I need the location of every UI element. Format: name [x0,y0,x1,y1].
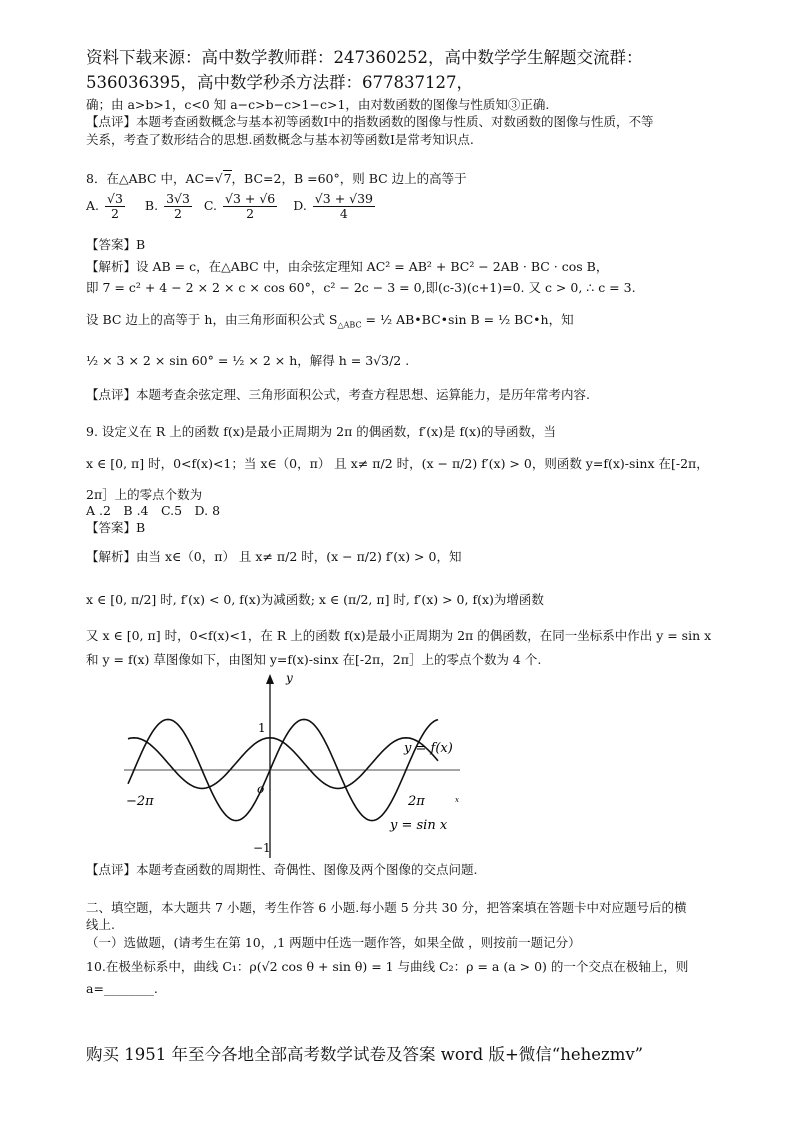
q9-solution-line1: 【解析】由当 x∈（0，π） 且 x≠ π/2 时，(x − π/2) f′(x) > 0，知 [86,549,462,564]
q8-option-d-num: √3 + √39 [314,191,374,206]
q8-option-a-num: √3 [107,191,123,206]
source-header-line2: 536036395，高中数学秒杀方法群：677837127， [86,73,473,92]
q8-option-c-label: C. [203,198,218,213]
q10-blank: a=________. [86,981,158,996]
q8-sol3-start: 设 BC 边上的高等于 h，由三角形面积公式 S [86,312,338,327]
section2-intro-line1: 二、填空题，本大题共 7 小题，考生作答 6 小题.每小题 5 分共 30 分，把答案填在答题卡中对应题号后的横 [86,900,687,915]
footer-advert: 购买 1951 年至今各地全部高考数学试卷及答案 word 版+微信“hehezmv” [86,1045,644,1064]
q8-option-c-fraction [223,192,277,221]
section2-elective-note: （一）选做题，(请考生在第 10，,1 两题中任选一题作答，如果全做 ，则按前一题记分） [86,935,581,950]
q8-stem-start: 8．在△ABC 中，AC= [86,171,215,186]
origin-label: o [257,782,265,796]
prev-solution-tail: 确；由 a>b>1，c<0 知 a−c>b−c>1−c>1，由对数函数的图像与性质知③正确. [86,97,550,112]
q8-option-b-num: 3√3 [166,191,190,206]
prev-review-line1: 【点评】本题考查函数概念与基本初等函数Ⅰ中的指数函数的图像与性质、对数函数的图像与性质，不等 [86,114,654,129]
q8-sqrt-value: 7 [223,171,232,186]
q8-sol3-subscript: △ABC [337,320,362,330]
y-axis-arrow-icon [266,674,274,684]
q9-review: 【点评】本题考查函数的周期性、奇偶性、图像及两个图像的交点问题. [86,862,478,877]
neg-two-pi-label: −2π [126,794,154,809]
q10-stem: 10.在极坐标系中，曲线 C₁：ρ(√2 cos θ + sin θ) = 1 与曲线 C₂：ρ = a (a > 0) 的一个交点在极轴上，则 [86,959,689,974]
q8-option-a-fraction [105,192,125,221]
q8-solution-line2: 即 7 = c² + 4 − 2 × 2 × c × cos 60°，c² − 2c − 3 = 0,即(c-3)(c+1)=0. 又 c > 0, ∴ c = 3. [86,280,636,295]
q9-options: A .2 B .4 C.5 D. 8 [86,503,221,518]
q8-solution-line3 [86,311,574,335]
function-graph [120,672,480,860]
q8-option-c-den: 2 [246,206,255,221]
fx-curve-label: y = f(x) [404,741,453,756]
q8-option-a-label: A. [86,198,100,213]
q8-options [86,192,377,221]
q9-solution-line4: 和 y = f(x) 草图像如下，由图知 y=f(x)-sinx 在[-2π，2π］上的零点个数为 4 个. [86,652,542,667]
y-axis-label: y [286,672,293,685]
fx-curve [128,738,438,789]
q9-stem-line2: x ∈ [0, π] 时，0<f(x)<1；当 x∈（0，π） 且 x≠ π/2 时，(x − π/2) f′(x) > 0，则函数 y=f(x)-sinx 在[-2π， [86,456,709,471]
x-axis-label: x [455,796,459,804]
sqrt-sign: √ [214,171,223,186]
sin-curve-label: y = sin x [390,818,448,833]
q8-option-b-den: 2 [174,206,182,221]
q8-option-b-fraction [164,192,192,221]
q8-sol3-end: = ½ AB•BC•sin B = ½ BC•h，知 [361,312,574,327]
prev-review-line2: 关系，考查了数形结合的思想.函数概念与基本初等函数Ⅰ是常考知识点. [86,132,474,147]
q8-option-a-den: 2 [110,206,119,221]
tick-one-label: 1 [258,721,266,735]
q8-stem-end: ，BC=2，B =60°，则 BC 边上的高等于 [231,171,467,186]
q9-stem-line3: 2π］上的零点个数为 [86,487,203,502]
q8-option-b-label: B. [144,198,159,213]
section2-intro-line2: 线上. [86,917,115,932]
tick-neg-one-label: −1 [253,841,271,855]
q8-option-d-den: 4 [339,206,348,221]
q8-answer: 【答案】B [86,237,146,252]
q8-solution-line1: 【解析】设 AB = c，在△ABC 中，由余弦定理知 AC² = AB² + BC² − 2AB · BC · cos B， [86,259,609,274]
q8-solution-line4: ½ × 3 × 2 × sin 60° = ½ × 2 × h，解得 h = 3√3/2 . [86,353,410,368]
q8-option-d-label: D. [293,198,307,213]
source-header-line1: 资料下载来源：高中数学教师群：247360252，高中数学学生解题交流群： [86,48,643,67]
two-pi-label: 2π [408,794,425,809]
q9-solution-line2: x ∈ [0, π/2] 时, f′(x) < 0, f(x)为减函数; x ∈ (π/2, π] 时, f′(x) > 0, f(x)为增函数 [86,592,544,607]
q8-option-c-num: √3 + √6 [225,191,276,206]
q8-option-d-fraction [313,192,375,221]
q8-review: 【点评】本题考查余弦定理、三角形面积公式，考查方程思想、运算能力，是历年常考内容. [86,387,590,402]
q8-stem [86,170,467,188]
q9-stem-line1: 9. 设定义在 R 上的函数 f(x)是最小正周期为 2π 的偶函数，f′(x)是 f(x)的导函数，当 [86,424,556,439]
q9-answer: 【答案】B [86,520,146,535]
q9-solution-line3: 又 x ∈ [0, π] 时，0<f(x)<1，在 R 上的函数 f(x)是最小正周期为 2π 的偶函数，在同一坐标系中作出 y = sin x [86,628,712,643]
